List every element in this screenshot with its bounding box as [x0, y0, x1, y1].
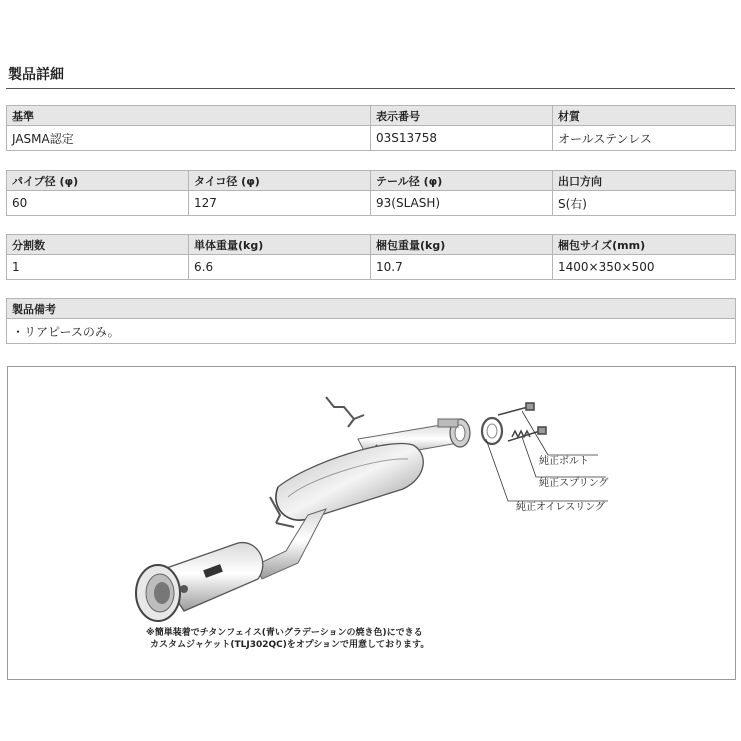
header-exit-direction: 出口方向 — [553, 171, 736, 191]
value-exit-direction: S(右) — [553, 191, 736, 216]
header-pipe-diameter: パイプ径 (φ) — [7, 171, 189, 191]
header-package-weight: 梱包重量(kg) — [371, 235, 553, 255]
bolt-icon — [498, 403, 546, 441]
value-unit-weight: 6.6 — [189, 255, 371, 280]
callout-spring: 純正スプリング — [539, 478, 609, 489]
value-package-size: 1400×350×500 — [553, 255, 736, 280]
spring-icon — [512, 431, 530, 437]
note-line-2: カスタムジャケット(TLJ302QC)をオプションで用意しております。 — [150, 640, 430, 650]
spec-table-certification — [6, 105, 736, 151]
callout-gasket: 純正オイレスリング — [516, 502, 605, 513]
value-tail-diameter: 93(SLASH) — [371, 191, 553, 216]
note-line-1: ※簡単装着でチタンフェイス(青いグラデーションの焼き色)にできる — [146, 628, 423, 638]
value-silencer-diameter: 127 — [189, 191, 371, 216]
header-tail-diameter: テール径 (φ) — [371, 171, 553, 191]
header-silencer-diameter: タイコ径 (φ) — [189, 171, 371, 191]
value-display-number: 03S13758 — [371, 126, 553, 151]
spec-table-remarks — [6, 298, 736, 344]
spec-table-weights — [6, 234, 736, 280]
value-standard: JASMA認定 — [7, 126, 371, 151]
section-title: 製品詳細 — [8, 67, 64, 83]
header-pieces: 分割数 — [7, 235, 189, 255]
silencer-body-icon — [276, 444, 423, 521]
hanger-bracket-icon — [326, 397, 364, 427]
header-standard: 基準 — [7, 106, 371, 126]
callout-bolt: 純正ボルト — [539, 456, 589, 467]
value-remarks: ・リアピースのみ。 — [7, 319, 736, 344]
product-figure — [7, 366, 736, 680]
header-material: 材質 — [553, 106, 736, 126]
value-pipe-diameter: 60 — [7, 191, 189, 216]
header-display-number: 表示番号 — [371, 106, 553, 126]
spec-table-diameters — [6, 170, 736, 216]
gasket-ring-icon — [482, 418, 502, 444]
section-divider — [6, 88, 735, 89]
header-unit-weight: 単体重量(kg) — [189, 235, 371, 255]
header-remarks: 製品備考 — [7, 299, 736, 319]
header-package-size: 梱包サイズ(mm) — [553, 235, 736, 255]
value-pieces: 1 — [7, 255, 189, 280]
value-material: オールステンレス — [553, 126, 736, 151]
value-package-weight: 10.7 — [371, 255, 553, 280]
